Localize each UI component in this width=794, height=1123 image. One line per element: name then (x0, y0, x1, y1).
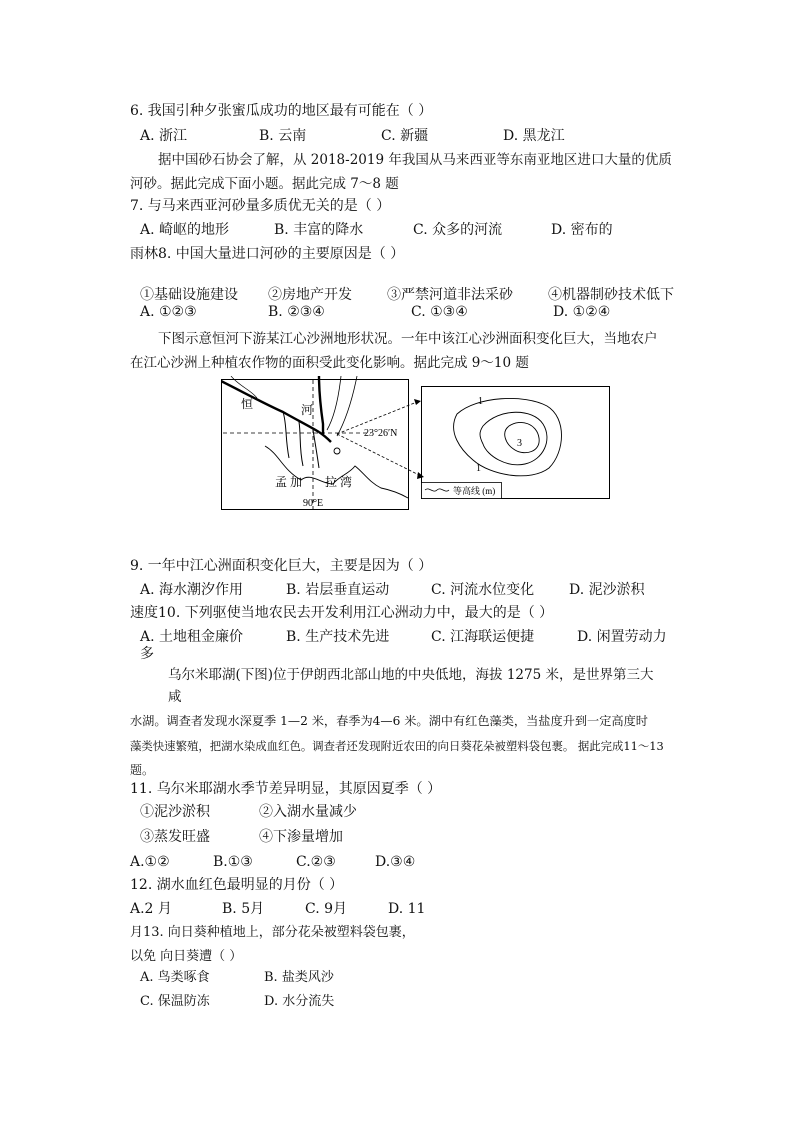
label-heng: 恒 (241, 397, 254, 411)
q13-option-a: A. 鸟类啄食 (140, 970, 210, 985)
q8-option-b: B. ②③④ (268, 304, 325, 320)
q11-option-d: D.③④ (375, 854, 416, 870)
question-8: 雨林8. 中国大量进口河砂的主要原因是（ ） (130, 246, 405, 262)
q7-option-c: C. 众多的河流 (413, 222, 503, 238)
question-11: 11. 乌尔米耶湖水季节差异明显，其原因夏季（ ） (130, 781, 442, 797)
question-13-cont: 以免 向日葵遭（ ） (130, 949, 243, 964)
question-10: 速度10. 下列驱使当地农民去开发利用江心洲动力中，最大的是（ ） (130, 605, 554, 621)
island-marker (334, 448, 340, 454)
q12-option-d: D. 11 (388, 901, 426, 917)
q7-option-d: D. 密布的 (551, 222, 613, 238)
distributary-1 (283, 412, 289, 458)
q6-option-c: C. 新疆 (381, 128, 429, 144)
contour-label-peak: 3 (517, 438, 522, 449)
q11-item-2: ②入湖水量减少 (259, 804, 357, 820)
q10-option-d: D. 闲置劳动力 (577, 629, 667, 645)
q7-option-a: A. 崎岖的地形 (140, 222, 230, 238)
intro-11-13-line-5: 题。 (130, 763, 155, 777)
q10-option-a: A. 土地租金廉价 (140, 629, 244, 645)
label-longitude: 90°E (303, 498, 324, 509)
q9-option-b: B. 岩层垂直运动 (286, 582, 390, 598)
contour-legend-label: 等高线 (m) (453, 486, 496, 496)
q6-option-a: A. 浙江 (140, 128, 188, 144)
q10-option-c: C. 江海联运便捷 (431, 629, 535, 645)
q11-item-3: ③蒸发旺盛 (140, 829, 210, 845)
q12-option-b: B. 5月 (222, 901, 265, 917)
question-12: 12. 湖水血红色最明显的月份（ ） (130, 877, 344, 893)
q13-option-c: C. 保温防冻 (140, 994, 210, 1009)
q8-item-2: ②房地产开发 (268, 287, 352, 303)
q11-option-c: C.②③ (296, 854, 336, 870)
intro-11-13-line-2: 咸 (168, 689, 182, 705)
q10-option-b: B. 生产技术先进 (286, 629, 390, 645)
distributary-2 (299, 422, 303, 466)
distributary-3 (313, 430, 319, 468)
q8-item-4: ④机器制砂技术低下 (548, 287, 674, 303)
q11-item-1: ①泥沙淤积 (140, 804, 210, 820)
q6-option-d: D. 黑龙江 (503, 128, 565, 144)
label-latitude: 23°26′N (364, 428, 398, 439)
question-13: 月13. 向日葵种植地上，部分花朵被塑料袋包裹， (130, 925, 415, 940)
q13-option-d: D. 水分流失 (264, 994, 335, 1009)
q11-option-a: A.①② (130, 854, 170, 870)
q8-option-d: D. ①②④ (553, 304, 611, 320)
intro-11-13-line-1: 乌尔米耶湖(下图)位于伊朗西北部山地的中央低地，海拔 1275 米，是世界第三大 (168, 667, 654, 683)
q9-option-c: C. 河流水位变化 (431, 582, 535, 598)
question-7: 7. 与马来西亚河砂量多质优无关的是（ ） (130, 198, 391, 214)
contour-label-lower: 1 (476, 463, 481, 474)
intro-9-10-line-2: 在江心沙洲上种植农作物的面积受此变化影响。据此完成 9～10 题 (130, 355, 529, 371)
intro-7-8-line-2: 河砂。据此完成下面小题。据此完成 7～8 题 (130, 176, 399, 192)
intro-11-13-line-3: 水湖。调查者发现水深夏季 1—2 米，春季为4—6 米。湖中有红色藻类，当盐度升到一定高度时 (130, 714, 648, 728)
q11-item-4: ④下渗量增加 (259, 829, 343, 845)
tributary-north (327, 376, 341, 430)
contour-label-upper: 1 (478, 396, 483, 407)
contour-outer (454, 398, 562, 475)
contour-inset-frame (422, 387, 610, 499)
intro-9-10-line-1: 下图示意恒河下游某江心沙洲地形状况。一年中该江心沙洲面积变化巨大，当地农户 (158, 331, 658, 347)
ganges-delta-figure (221, 376, 611, 510)
intro-11-13-line-4: 藻类快速繁殖，把湖水染成血红色。调查者还发现附近农田的向日葵花朵被塑料袋包裹。 据此完成11～13 (130, 739, 664, 753)
q13-option-b: B. 盐类风沙 (264, 970, 334, 985)
q12-option-c: C. 9月 (305, 901, 348, 917)
river-mouth (319, 432, 331, 442)
q8-item-3: ③严禁河道非法采砂 (387, 287, 513, 303)
label-he: 河 (301, 403, 314, 417)
q12-option-a: A.2 月 (130, 901, 172, 917)
contour-middle (480, 412, 547, 465)
q6-option-b: B. 云南 (259, 128, 307, 144)
question-6: 6. 我国引种夕张蜜瓜成功的地区最有可能在（ ） (130, 103, 433, 119)
label-la-wan: 拉 湾 (325, 475, 353, 489)
q10-option-d-tail: 多 (140, 646, 154, 662)
pointer-arrow-upper (414, 399, 421, 405)
question-9: 9. 一年中江心洲面积变化巨大，主要是因为（ ） (130, 558, 433, 574)
label-meng-jia: 孟 加 (275, 475, 303, 489)
q7-option-b: B. 丰富的降水 (274, 222, 364, 238)
q11-option-b: B.①③ (213, 854, 253, 870)
q9-option-a: A. 海水潮汐作用 (140, 582, 244, 598)
q8-option-a: A. ①②③ (140, 304, 197, 320)
pointer-arrow-lower (417, 472, 424, 479)
q9-option-d: D. 泥沙淤积 (569, 582, 645, 598)
q8-option-c: C. ①③④ (411, 304, 468, 320)
q8-item-1: ①基础设施建设 (140, 287, 238, 303)
intro-7-8-line-1: 据中国砂石协会了解，从 2018-2019 年我国从马来西亚等东南亚地区进口大量的优质 (158, 152, 672, 168)
brahmaputra-river (319, 376, 323, 434)
